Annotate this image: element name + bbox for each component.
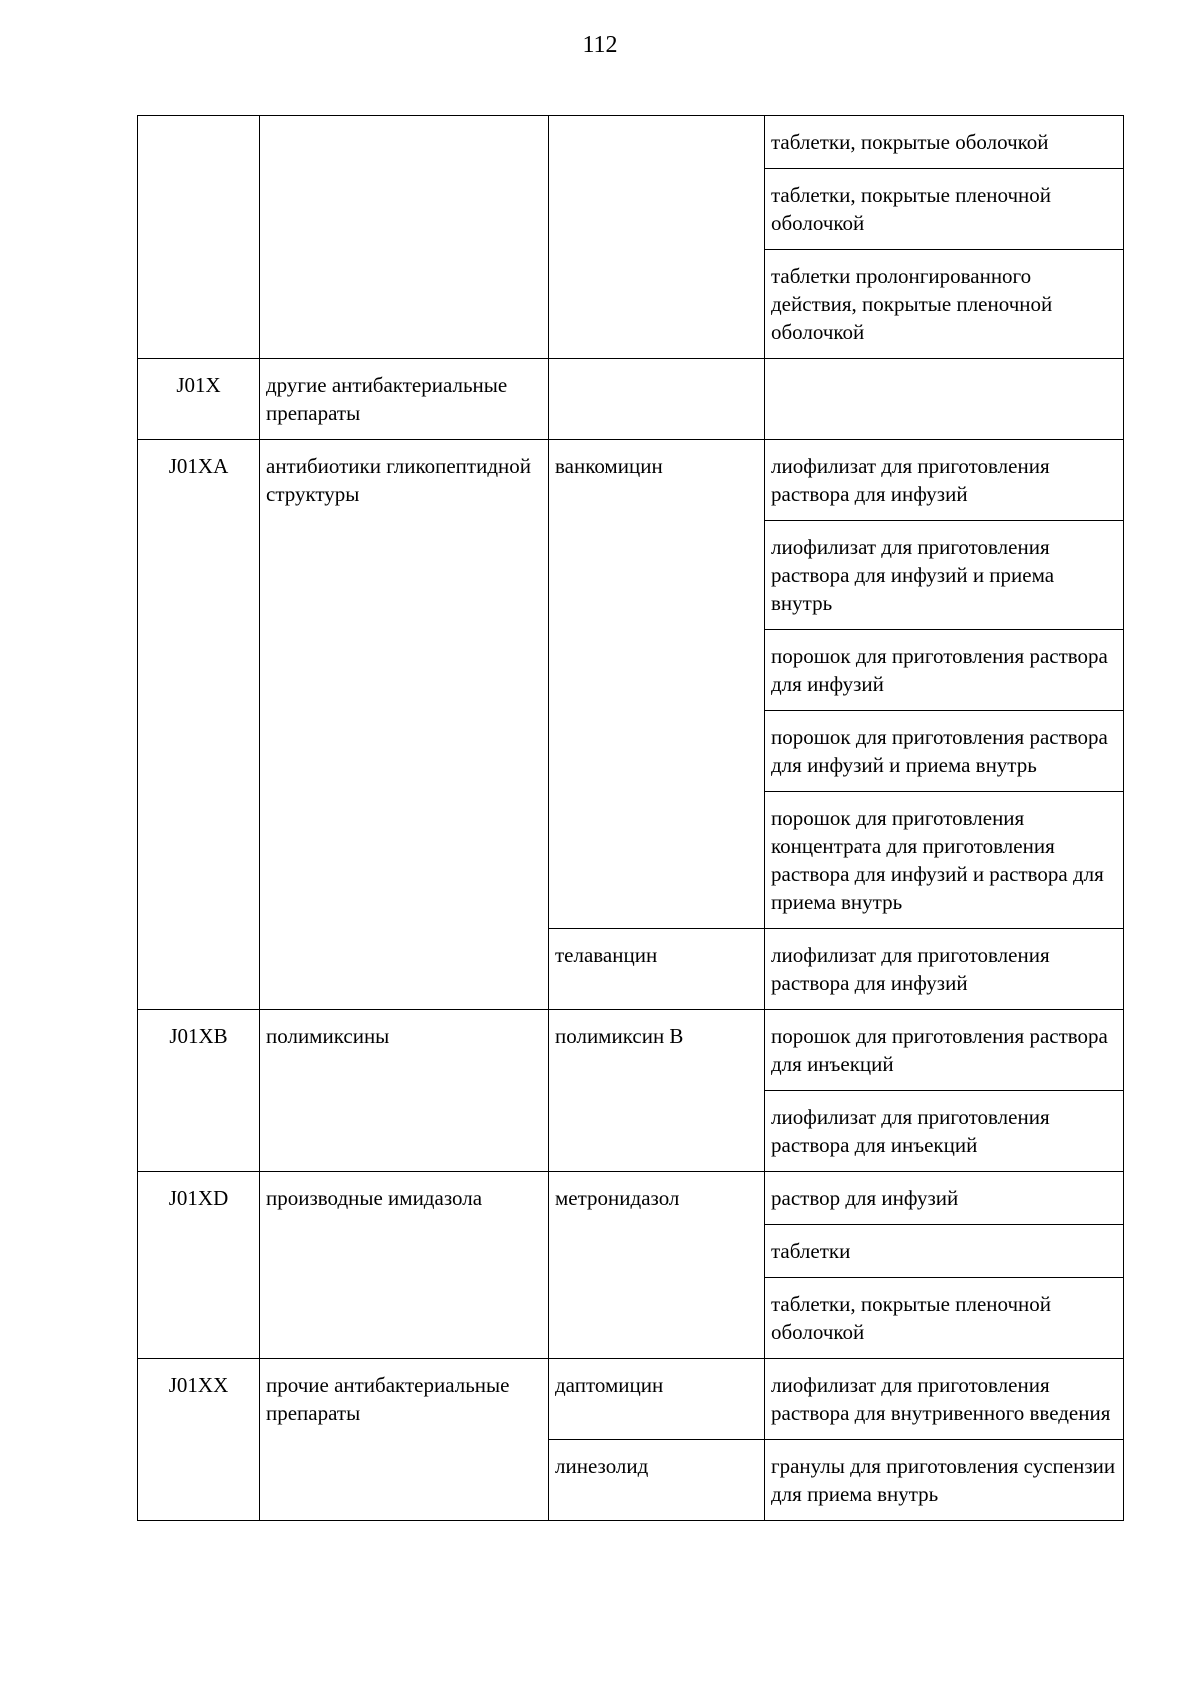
dosage-form-cell: лиофилизат для приготовления раствора для инфузий <box>765 929 1124 1010</box>
dosage-form-cell: гранулы для приготовления суспензии для приема внутрь <box>765 1440 1124 1521</box>
table-row <box>138 1172 1124 1225</box>
table-row <box>138 359 1124 440</box>
atc-code-cell: J01XB <box>138 1010 260 1172</box>
dosage-form-cell: таблетки, покрытые пленочной оболочкой <box>765 169 1124 250</box>
atc-code-cell: J01XD <box>138 1172 260 1359</box>
dosage-form-cell: порошок для приготовления раствора для инфузий <box>765 630 1124 711</box>
dosage-form-cell: таблетки <box>765 1225 1124 1278</box>
group-cell <box>260 116 549 359</box>
dosage-form-cell: раствор для инфузий <box>765 1172 1124 1225</box>
dosage-form-cell <box>765 359 1124 440</box>
drug-table <box>137 115 1124 1521</box>
dosage-form-cell: лиофилизат для приготовления раствора для инфузий <box>765 440 1124 521</box>
table-row <box>138 440 1124 521</box>
substance-cell: линезолид <box>549 1440 765 1521</box>
substance-cell: полимиксин B <box>549 1010 765 1172</box>
table-row <box>138 116 1124 169</box>
group-cell: производные имидазола <box>260 1172 549 1359</box>
atc-code-cell <box>138 116 260 359</box>
substance-cell <box>549 359 765 440</box>
dosage-form-cell: порошок для приготовления концентрата для приготовления раствора для инфузий и раствора для приема внутрь <box>765 792 1124 929</box>
substance-cell: даптомицин <box>549 1359 765 1440</box>
group-cell: прочие антибактериальные препараты <box>260 1359 549 1521</box>
page-number: 112 <box>582 32 618 58</box>
dosage-form-cell: порошок для приготовления раствора для инфузий и приема внутрь <box>765 711 1124 792</box>
substance-cell: телаванцин <box>549 929 765 1010</box>
table-row <box>138 1010 1124 1091</box>
dosage-form-cell: лиофилизат для приготовления раствора для инфузий и приема внутрь <box>765 521 1124 630</box>
dosage-form-cell: порошок для приготовления раствора для инъекций <box>765 1010 1124 1091</box>
dosage-form-cell: таблетки, покрытые оболочкой <box>765 116 1124 169</box>
dosage-form-cell: таблетки пролонгированного действия, покрытые пленочной оболочкой <box>765 250 1124 359</box>
table-row <box>138 1359 1124 1440</box>
atc-code-cell: J01XX <box>138 1359 260 1521</box>
group-cell: полимиксины <box>260 1010 549 1172</box>
group-cell: другие антибактериальные препараты <box>260 359 549 440</box>
substance-cell: метронидазол <box>549 1172 765 1359</box>
group-cell: антибиотики гликопептидной структуры <box>260 440 549 1010</box>
dosage-form-cell: таблетки, покрытые пленочной оболочкой <box>765 1278 1124 1359</box>
atc-code-cell: J01XA <box>138 440 260 1010</box>
substance-cell <box>549 116 765 359</box>
substance-cell: ванкомицин <box>549 440 765 929</box>
dosage-form-cell: лиофилизат для приготовления раствора для инъекций <box>765 1091 1124 1172</box>
dosage-form-cell: лиофилизат для приготовления раствора для внутривенного введения <box>765 1359 1124 1440</box>
atc-code-cell: J01X <box>138 359 260 440</box>
